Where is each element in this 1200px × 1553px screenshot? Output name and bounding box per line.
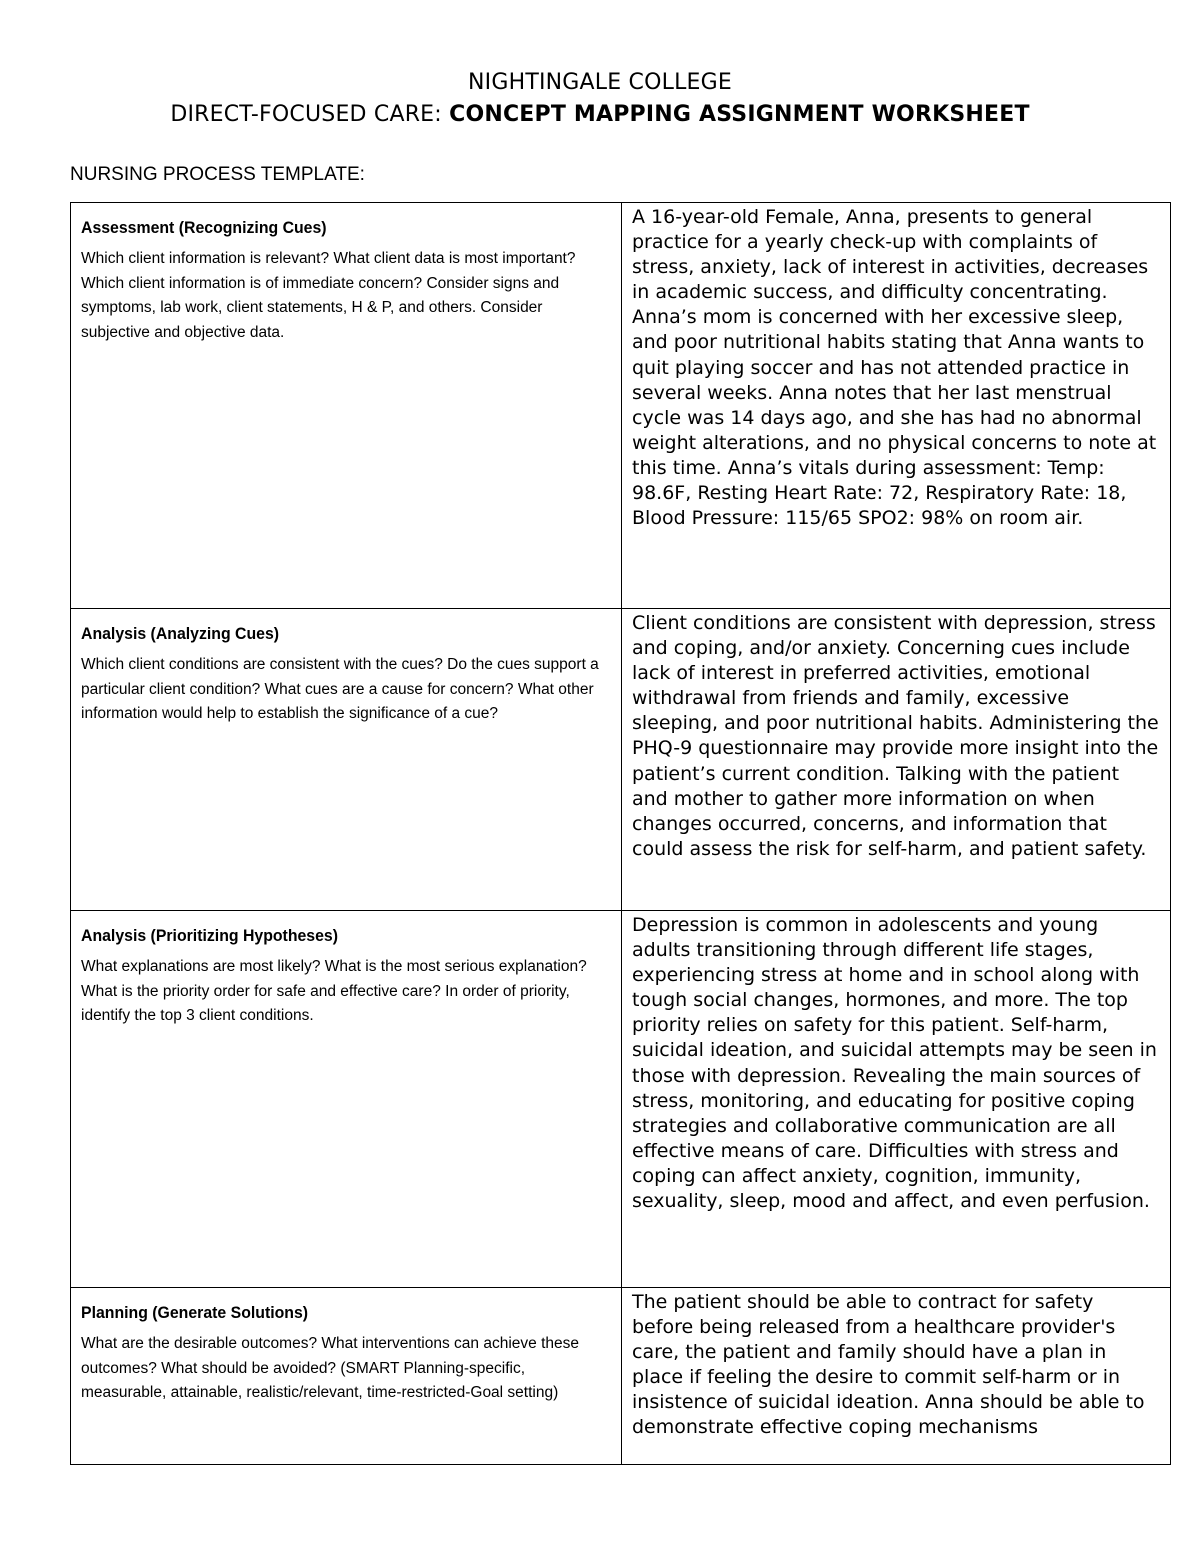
- prompt-cell: [71, 911, 622, 1288]
- college-title: NIGHTINGALE COLLEGE: [467, 70, 732, 95]
- prompt-cell: [71, 203, 622, 609]
- section-prompt: Which client information is relevant? What client data is most important? Which client information is of immediate concern? Consider signs and symptoms, lab work, client statements, H & P, and others. Consider subjective and objective data.: [81, 250, 576, 341]
- section-title: Planning (Generate Solutions): [81, 1304, 309, 1322]
- answer-cell[interactable]: [622, 1288, 1171, 1465]
- section-prompt: Which client conditions are consistent with the cues? Do the cues support a particular client condition? What cues are a cause for concern? What other information would help to establish the significance of a cue?: [81, 656, 599, 722]
- prompt-cell: [71, 1288, 622, 1465]
- section-answer: A 16-year-old Female, Anna, presents to general practice for a yearly check-up with complaints of stress, anxiety, lack of interest in activities, decreases in academic success, and difficulty concentrating. Anna’s mom is concerned with her excessive sleep, and poor nutritional habits stating that Anna wants to quit playing soccer and has not attended practice in several weeks. Anna notes that her last menstrual cycle was 14 days ago, and she has had no abnormal weight alterations, and no physical concerns to note at this time. Anna’s vitals during assessment: Temp: 98.6F, Resting Heart Rate: 72, Respiratory Rate: 18, Blood Pressure: 115/65 SPO2: 98% on room air.: [632, 206, 1157, 530]
- answer-cell[interactable]: [622, 609, 1171, 911]
- section-title: Analysis (Prioritizing Hypotheses): [81, 927, 339, 945]
- section-answer: Depression is common in adolescents and young adults transitioning through different life stages, experiencing stress at home and in school along with tough social changes, hormones, and more. The top priority relies on safety for this patient. Self-harm, suicidal ideation, and suicidal attempts may be seen in those with depression. Revealing the main sources of stress, monitoring, and educating for positive coping strategies and collaborative communication are all effective means of care. Difficulties with stress and coping can affect anxiety, cognition, immunity, sexuality, sleep, mood and affect, and even perfusion.: [632, 914, 1157, 1213]
- worksheet-title-bold: CONCEPT MAPPING ASSIGNMENT WORKSHEET: [449, 102, 1030, 127]
- table-row-planning: [71, 1288, 1171, 1465]
- answer-cell[interactable]: [622, 911, 1171, 1288]
- section-prompt: What are the desirable outcomes? What interventions can achieve these outcomes? What should be avoided? (SMART Planning-specific, measurable, attainable, realistic/relevant, time-restricted-Goal setting): [81, 1335, 579, 1401]
- section-title: Assessment (Recognizing Cues): [81, 219, 327, 237]
- worksheet-title: [0, 102, 1200, 127]
- table-row-assessment: [71, 203, 1171, 609]
- section-answer: The patient should be able to contract for safety before being released from a healthcare provider's care, the patient and family should have a plan in place if feeling the desire to commit self-harm or in insistence of suicidal ideation. Anna should be able to demonstrate effective coping mechanisms: [632, 1291, 1145, 1439]
- table-row-prioritizing: [71, 911, 1171, 1288]
- nursing-process-table: [70, 202, 1171, 1465]
- table-row-analyzing-cues: [71, 609, 1171, 911]
- section-title: Analysis (Analyzing Cues): [81, 625, 280, 643]
- prompt-cell: [71, 609, 622, 911]
- answer-cell[interactable]: [622, 203, 1171, 609]
- section-prompt: What explanations are most likely? What is the most serious explanation? What is the priority order for safe and effective care? In order of priority, identify the top 3 client conditions.: [81, 958, 587, 1024]
- worksheet-title-prefix: DIRECT-FOCUSED CARE:: [170, 102, 450, 127]
- section-answer: Client conditions are consistent with depression, stress and coping, and/or anxiety. Concerning cues include lack of interest in preferred activities, emotional withdrawal from friends and family, excessive sleeping, and poor nutritional habits. Administering the PHQ-9 questionnaire may provide more insight into the patient’s current condition. Talking with the patient and mother to gather more information on when changes occurred, concerns, and information that could assess the risk for self-harm, and patient safety.: [632, 612, 1159, 860]
- template-label: NURSING PROCESS TEMPLATE:: [70, 164, 365, 185]
